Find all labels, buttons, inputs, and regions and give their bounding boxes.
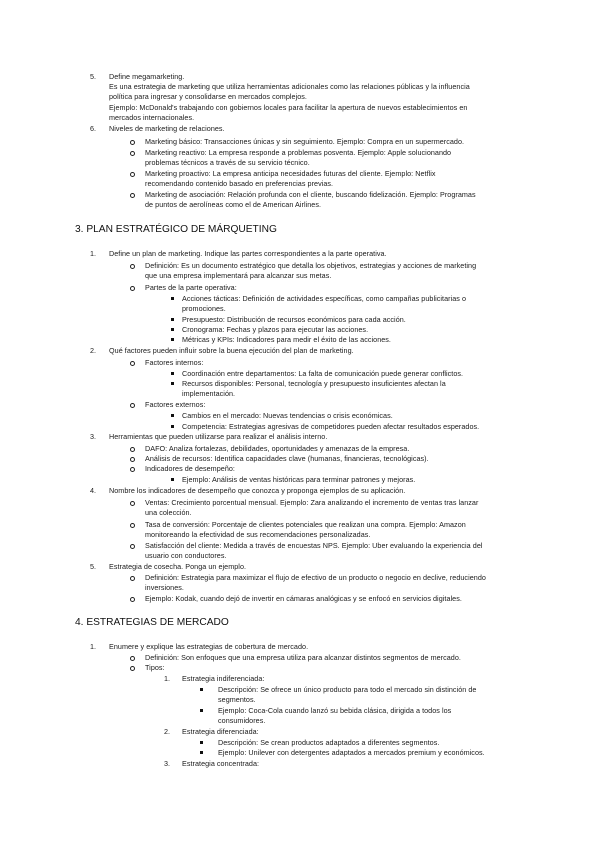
sub-item-cont: implementación.	[182, 389, 236, 398]
square-bullet-icon	[171, 372, 174, 375]
list-number: 1.	[90, 249, 97, 258]
list-number: 5.	[90, 72, 97, 81]
question: Enumere y explique las estrategias de cobertura de mercado.	[109, 642, 309, 651]
square-bullet-icon	[200, 709, 203, 712]
sub-item-cont: consumidores.	[218, 716, 266, 725]
list-item: Marketing reactivo: La empresa responde a problemas posventa. Ejemplo: Apple solucionando	[145, 148, 452, 157]
square-bullet-icon	[171, 338, 174, 341]
list-item-cont: una colección.	[145, 508, 192, 517]
list-number: 6.	[90, 124, 97, 133]
circle-bullet-icon	[130, 501, 135, 506]
sub-item: Presupuesto: Distribución de recursos económicos para cada acción.	[182, 315, 406, 324]
section-heading: 4. ESTRATEGIAS DE MERCADO	[75, 617, 229, 628]
list-item: Definición: Son enfoques que una empresa utiliza para alcanzar distintos segmentos de mercado.	[145, 653, 461, 662]
list-item: Tasa de conversión: Porcentaje de clientes potenciales que realizan una compra. Ejemplo: Amazon	[145, 520, 466, 529]
paragraph-line: Es una estrategia de marketing que utiliza herramientas adicionales como las relaciones públicas y la influencia	[109, 82, 470, 91]
circle-bullet-icon	[130, 361, 135, 366]
list-number: 3.	[164, 759, 171, 768]
list-item: DAFO: Analiza fortalezas, debilidades, oportunidades y amenazas de la empresa.	[145, 444, 410, 453]
list-number: 5.	[90, 562, 97, 571]
list-number: 2.	[164, 727, 171, 736]
list-item-cont: problemas técnicos a través de su servicio técnico.	[145, 158, 310, 167]
sub-item-cont: promociones.	[182, 304, 226, 313]
circle-bullet-icon	[130, 447, 135, 452]
circle-bullet-icon	[130, 286, 135, 291]
circle-bullet-icon	[130, 597, 135, 602]
list-item: Indicadores de desempeño:	[145, 464, 235, 473]
question: Qué factores pueden influir sobre la buena ejecución del plan de marketing.	[109, 346, 354, 355]
question: Estrategia de cosecha. Ponga un ejemplo.	[109, 562, 247, 571]
sub-item: Ejemplo: Coca-Cola cuando lanzó su bebida clásica, dirigida a todos los	[218, 706, 452, 715]
sub-item: Descripción: Se ofrece un único producto para todo el mercado sin distinción de	[218, 685, 477, 694]
list-item: Marketing básico: Transacciones únicas y sin seguimiento. Ejemplo: Compra en un supermercado.	[145, 137, 465, 146]
paragraph-line: política para ingresar y consolidarse en mercados complejos.	[109, 92, 307, 101]
sub-item: Descripción: Se crean productos adaptados a diferentes segmentos.	[218, 738, 440, 747]
sub-item: Recursos disponibles: Personal, tecnología y presupuesto insuficientes afectan la	[182, 379, 446, 388]
sub-heading: Estrategia diferenciada:	[182, 727, 259, 736]
circle-bullet-icon	[130, 523, 135, 528]
item-title: Niveles de marketing de relaciones.	[109, 124, 225, 133]
question: Herramientas que pueden utilizarse para realizar el análisis interno.	[109, 432, 328, 441]
paragraph-line: mercados internacionales.	[109, 113, 195, 122]
circle-bullet-icon	[130, 467, 135, 472]
sub-item: Acciones tácticas: Definición de actividades específicas, como campañas publicitarias o	[182, 294, 467, 303]
square-bullet-icon	[171, 414, 174, 417]
circle-bullet-icon	[130, 172, 135, 177]
square-bullet-icon	[171, 318, 174, 321]
list-item-cont: usuario con conductores.	[145, 551, 227, 560]
list-item: Marketing proactivo: La empresa anticipa necesidades futuras del cliente. Ejemplo: Netflix	[145, 169, 436, 178]
sub-item: Cambios en el mercado: Nuevas tendencias o crisis económicas.	[182, 411, 393, 420]
list-number: 4.	[90, 486, 97, 495]
list-item: Satisfacción del cliente: Medida a través de encuestas NPS. Ejemplo: Uber evaluando la experiencia del	[145, 541, 483, 550]
list-item-cont: recomendando contenido basado en preferencias previas.	[145, 179, 334, 188]
sub-item: Ejemplo: Análisis de ventas históricas para terminar patrones y mejoras.	[182, 475, 416, 484]
question: Nombre los indicadores de desempeño que conozca y proponga ejemplos de su aplicación.	[109, 486, 406, 495]
list-item: Análisis de recursos: Identifica capacidades clave (humanas, financieras, tecnológicas).	[145, 454, 429, 463]
circle-bullet-icon	[130, 576, 135, 581]
circle-bullet-icon	[130, 457, 135, 462]
circle-bullet-icon	[130, 264, 135, 269]
list-number: 1.	[90, 642, 97, 651]
list-item-cont: inversiones.	[145, 583, 184, 592]
square-bullet-icon	[200, 741, 203, 744]
list-item: Factores externos:	[145, 400, 206, 409]
square-bullet-icon	[171, 297, 174, 300]
list-item: Ejemplo: Kodak, cuando dejó de invertir en cámaras analógicas y se enfocó en servicios digitales.	[145, 594, 462, 603]
list-item: Definición: Estrategia para maximizar el flujo de efectivo de un producto o negocio en declive, reduciendo	[145, 573, 486, 582]
sub-item: Cronograma: Fechas y plazos para ejecutar las acciones.	[182, 325, 369, 334]
sub-item-cont: segmentos.	[218, 695, 256, 704]
list-number: 2.	[90, 346, 97, 355]
sub-heading: Estrategia concentrada:	[182, 759, 260, 768]
list-item-cont: de puntos de aerolíneas como el de American Airlines.	[145, 200, 322, 209]
paragraph-line: Ejemplo: McDonald's trabajando con gobiernos locales para facilitar la apertura de nuevos establecimientos en	[109, 103, 468, 112]
sub-item: Competencia: Estrategias agresivas de competidores pueden afectar resultados esperados.	[182, 422, 480, 431]
square-bullet-icon	[171, 425, 174, 428]
sub-item: Ejemplo: Unilever con detergentes adaptados a mercados premium y económicos.	[218, 748, 485, 757]
list-number: 3.	[90, 432, 97, 441]
square-bullet-icon	[200, 688, 203, 691]
circle-bullet-icon	[130, 656, 135, 661]
circle-bullet-icon	[130, 140, 135, 145]
square-bullet-icon	[171, 478, 174, 481]
list-number: 1.	[164, 674, 171, 683]
circle-bullet-icon	[130, 403, 135, 408]
list-item: Definición: Es un documento estratégico que detalla los objetivos, estrategias y acciones de marketing	[145, 261, 477, 270]
list-item: Tipos:	[145, 663, 165, 672]
list-item: Ventas: Crecimiento porcentual mensual. Ejemplo: Zara analizando el incremento de ventas tras lanzar	[145, 498, 479, 507]
section-heading: 3. PLAN ESTRATÉGICO DE MÁRQUETING	[75, 224, 277, 235]
sub-item: Métricas y KPIs: Indicadores para medir el éxito de las acciones.	[182, 335, 391, 344]
list-item: Marketing de asociación: Relación profunda con el cliente, buscando fidelización. Ejemplo: Programas	[145, 190, 476, 199]
circle-bullet-icon	[130, 151, 135, 156]
list-item: Partes de la parte operativa:	[145, 283, 237, 292]
item-title: Define megamarketing.	[109, 72, 185, 81]
sub-item: Coordinación entre departamentos: La falta de comunicación puede generar conflictos.	[182, 369, 464, 378]
circle-bullet-icon	[130, 193, 135, 198]
question: Define un plan de marketing. Indique las partes correspondientes a la parte operativa.	[109, 249, 387, 258]
list-item-cont: monitoreando la efectividad de sus recomendaciones personalizadas.	[145, 530, 371, 539]
square-bullet-icon	[171, 382, 174, 385]
square-bullet-icon	[171, 328, 174, 331]
sub-heading: Estrategia indiferenciada:	[182, 674, 265, 683]
list-item-cont: que una empresa implementará para alcanzar sus metas.	[145, 271, 332, 280]
circle-bullet-icon	[130, 666, 135, 671]
square-bullet-icon	[200, 751, 203, 754]
list-item: Factores internos:	[145, 358, 204, 367]
circle-bullet-icon	[130, 544, 135, 549]
